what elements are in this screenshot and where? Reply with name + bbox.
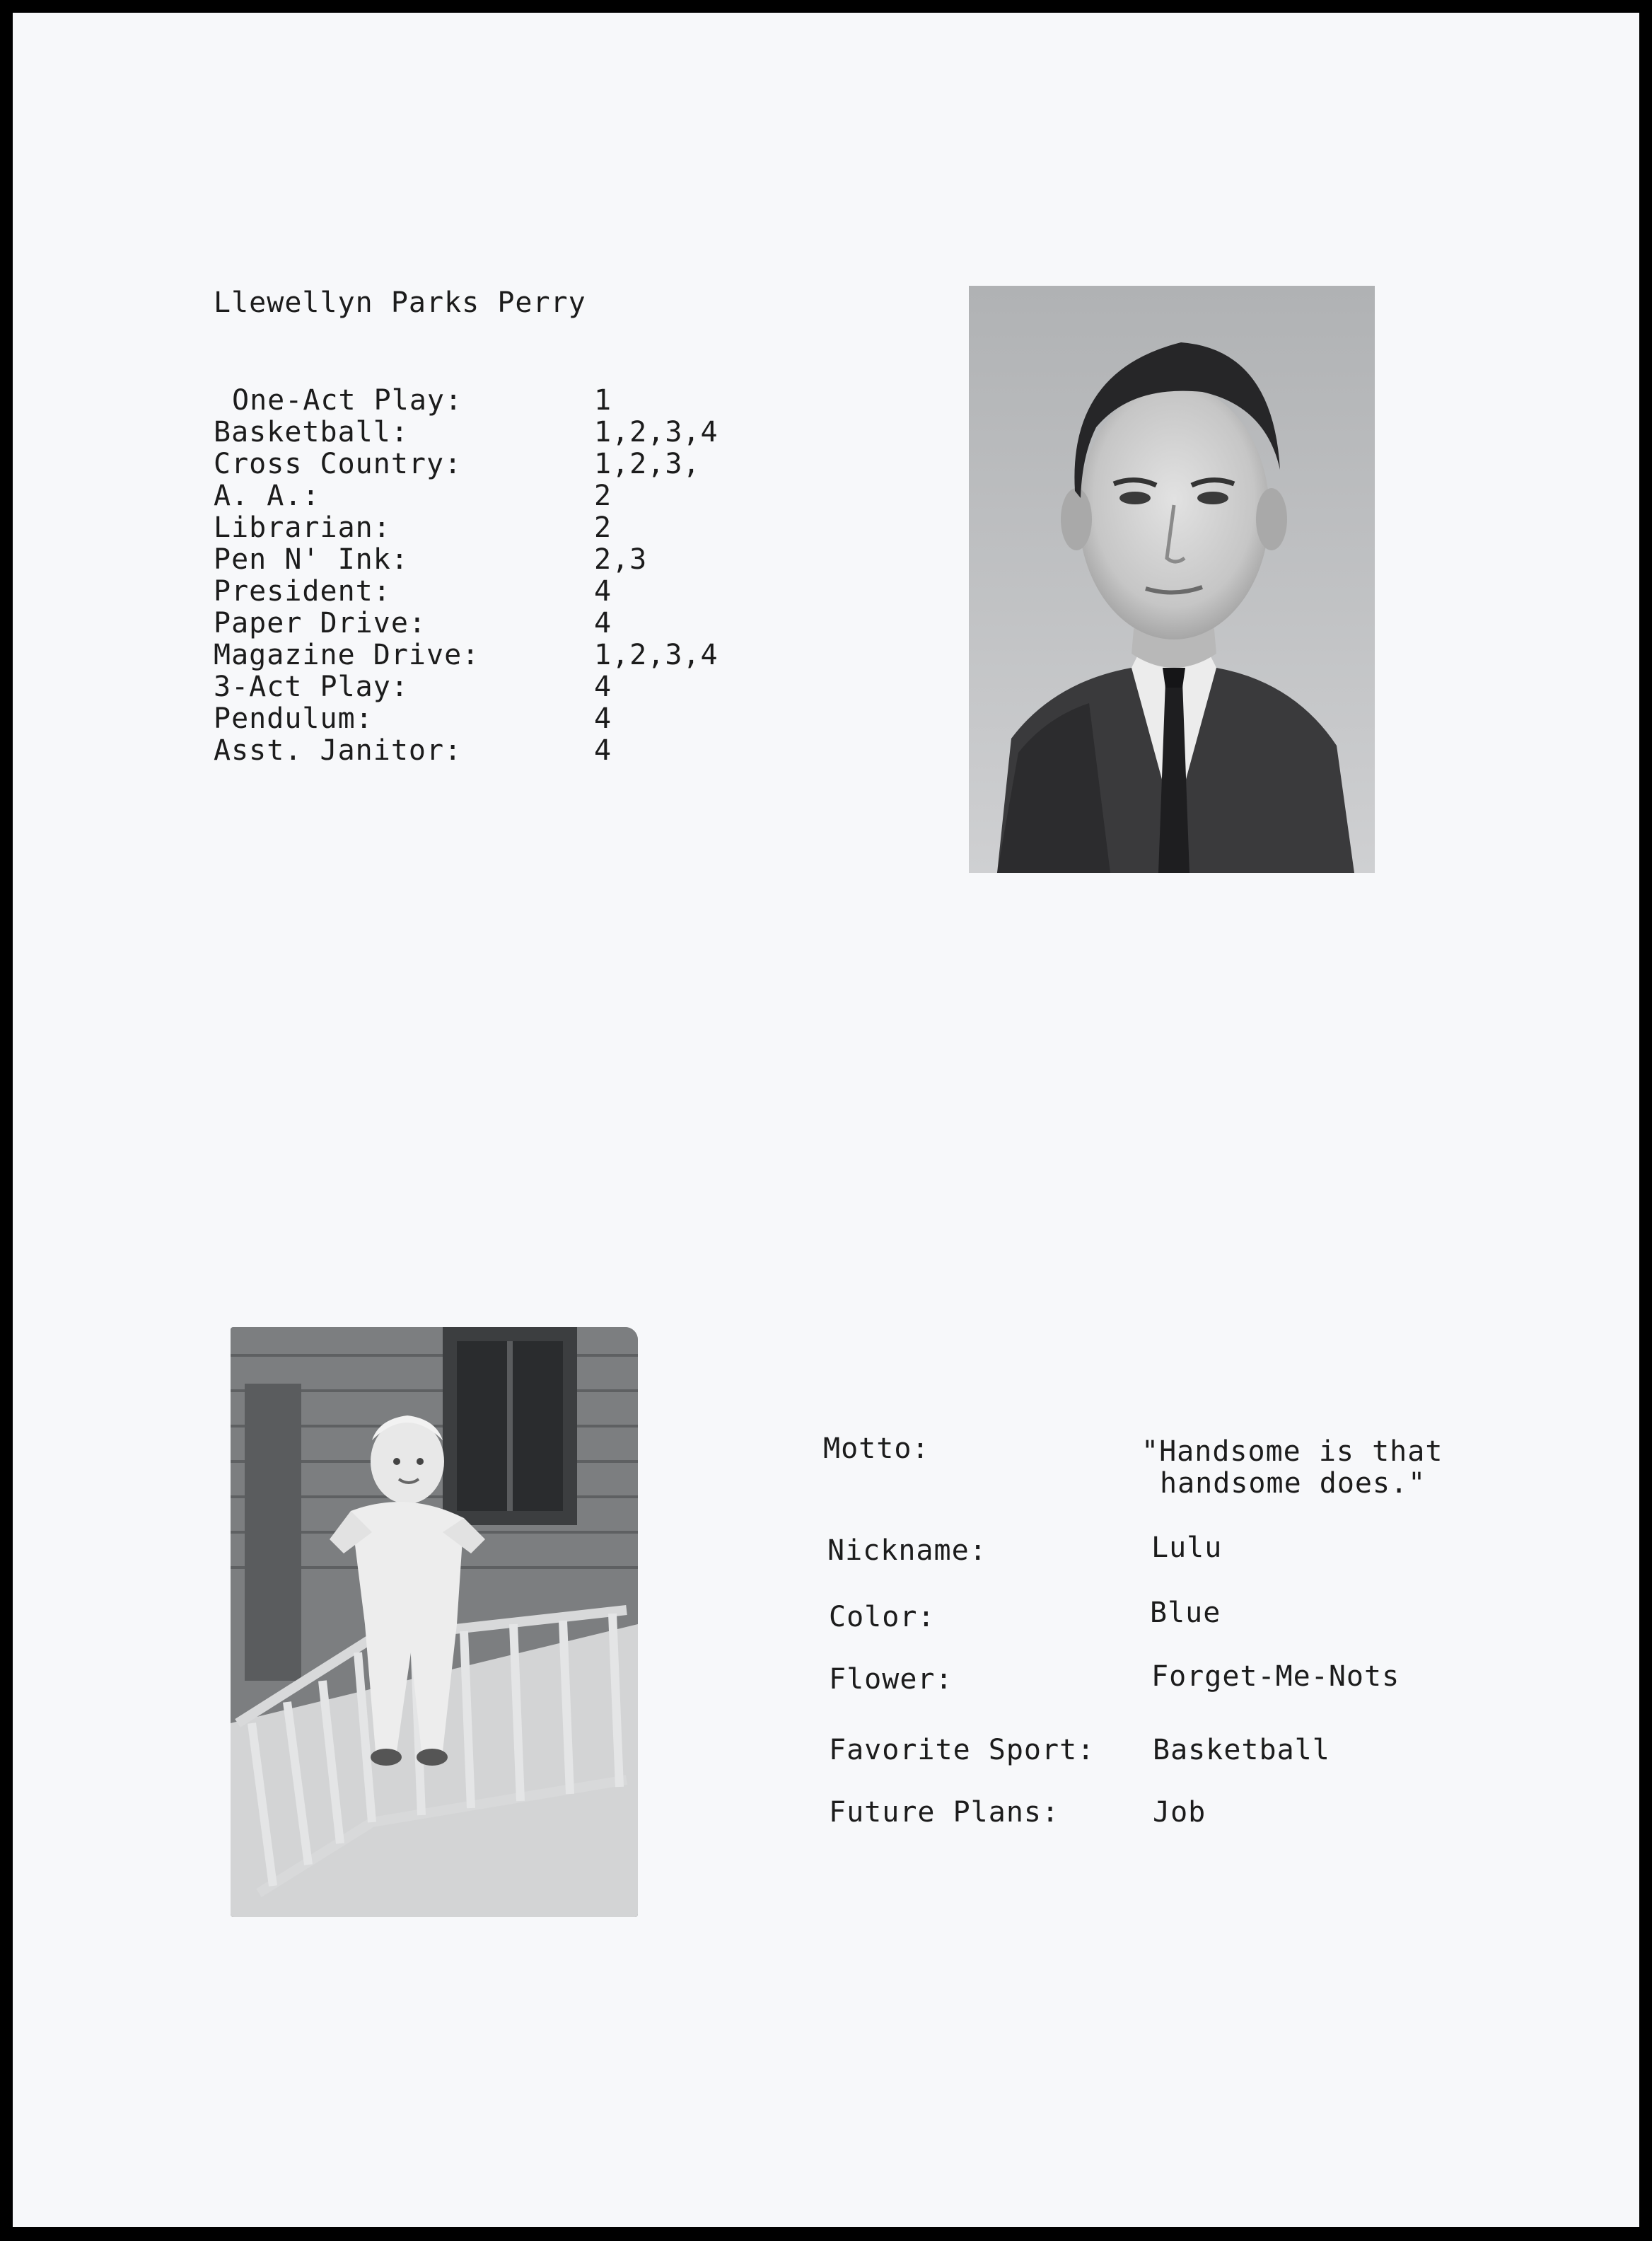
activity-row — [214, 512, 779, 544]
yearbook-page — [13, 13, 1639, 2227]
student-name: Llewellyn Parks Perry — [214, 286, 586, 319]
activity-years: 4 — [594, 607, 612, 639]
activity-years: 2 — [594, 511, 612, 544]
activity-label: 3-Act Play: — [214, 671, 409, 703]
flower-value: Forget-Me-Nots — [1151, 1660, 1400, 1693]
sport-label: Favorite Sport: — [829, 1734, 1095, 1766]
activity-row — [214, 544, 779, 576]
activity-row — [214, 417, 779, 448]
motto-label: Motto: — [823, 1432, 930, 1465]
activity-years: 2,3 — [594, 543, 648, 576]
activity-years: 4 — [594, 575, 612, 608]
nickname-label: Nickname: — [827, 1534, 987, 1567]
activity-row — [214, 608, 779, 639]
activity-label: Pen N' Ink: — [214, 543, 409, 576]
activity-label: President: — [214, 575, 391, 608]
activity-years: 4 — [594, 734, 612, 767]
plans-value: Job — [1153, 1796, 1206, 1829]
activity-row — [214, 576, 779, 608]
activity-row — [214, 480, 779, 512]
sport-value: Basketball — [1153, 1734, 1330, 1766]
motto-line-1: "Handsome is that — [1141, 1435, 1443, 1468]
motto-line-2: handsome does." — [1160, 1467, 1426, 1500]
motto-value — [1141, 1436, 1509, 1500]
activity-years: 1 — [594, 384, 612, 417]
senior-portrait-photo — [969, 286, 1375, 873]
activity-years: 2 — [594, 480, 612, 512]
nickname-value: Lulu — [1151, 1531, 1223, 1564]
activity-label: Magazine Drive: — [214, 639, 480, 671]
activity-label: Librarian: — [214, 511, 391, 544]
activity-years: 1,2,3, — [594, 448, 701, 480]
color-value: Blue — [1150, 1597, 1221, 1629]
activity-years: 1,2,3,4 — [594, 416, 719, 448]
activity-row — [214, 639, 779, 671]
activity-row — [214, 703, 779, 735]
activity-label: Pendulum: — [214, 702, 373, 735]
color-label: Color: — [829, 1601, 936, 1633]
activity-label: Paper Drive: — [214, 607, 426, 639]
activity-row — [214, 448, 779, 480]
activity-label: Cross Country: — [214, 448, 463, 480]
activity-row — [214, 671, 779, 703]
activities-list — [214, 385, 779, 767]
activity-row — [214, 385, 779, 417]
activity-label: A. A.: — [214, 480, 320, 512]
activity-years: 4 — [594, 702, 612, 735]
activity-years: 1,2,3,4 — [594, 639, 719, 671]
activity-label: Basketball: — [214, 416, 409, 448]
activity-row — [214, 735, 779, 767]
plans-label: Future Plans: — [829, 1796, 1060, 1829]
baby-photo — [231, 1327, 638, 1917]
activity-years: 4 — [594, 671, 612, 703]
activity-label: One-Act Play: — [232, 384, 463, 417]
flower-label: Flower: — [829, 1663, 953, 1696]
activity-label: Asst. Janitor: — [214, 734, 463, 767]
